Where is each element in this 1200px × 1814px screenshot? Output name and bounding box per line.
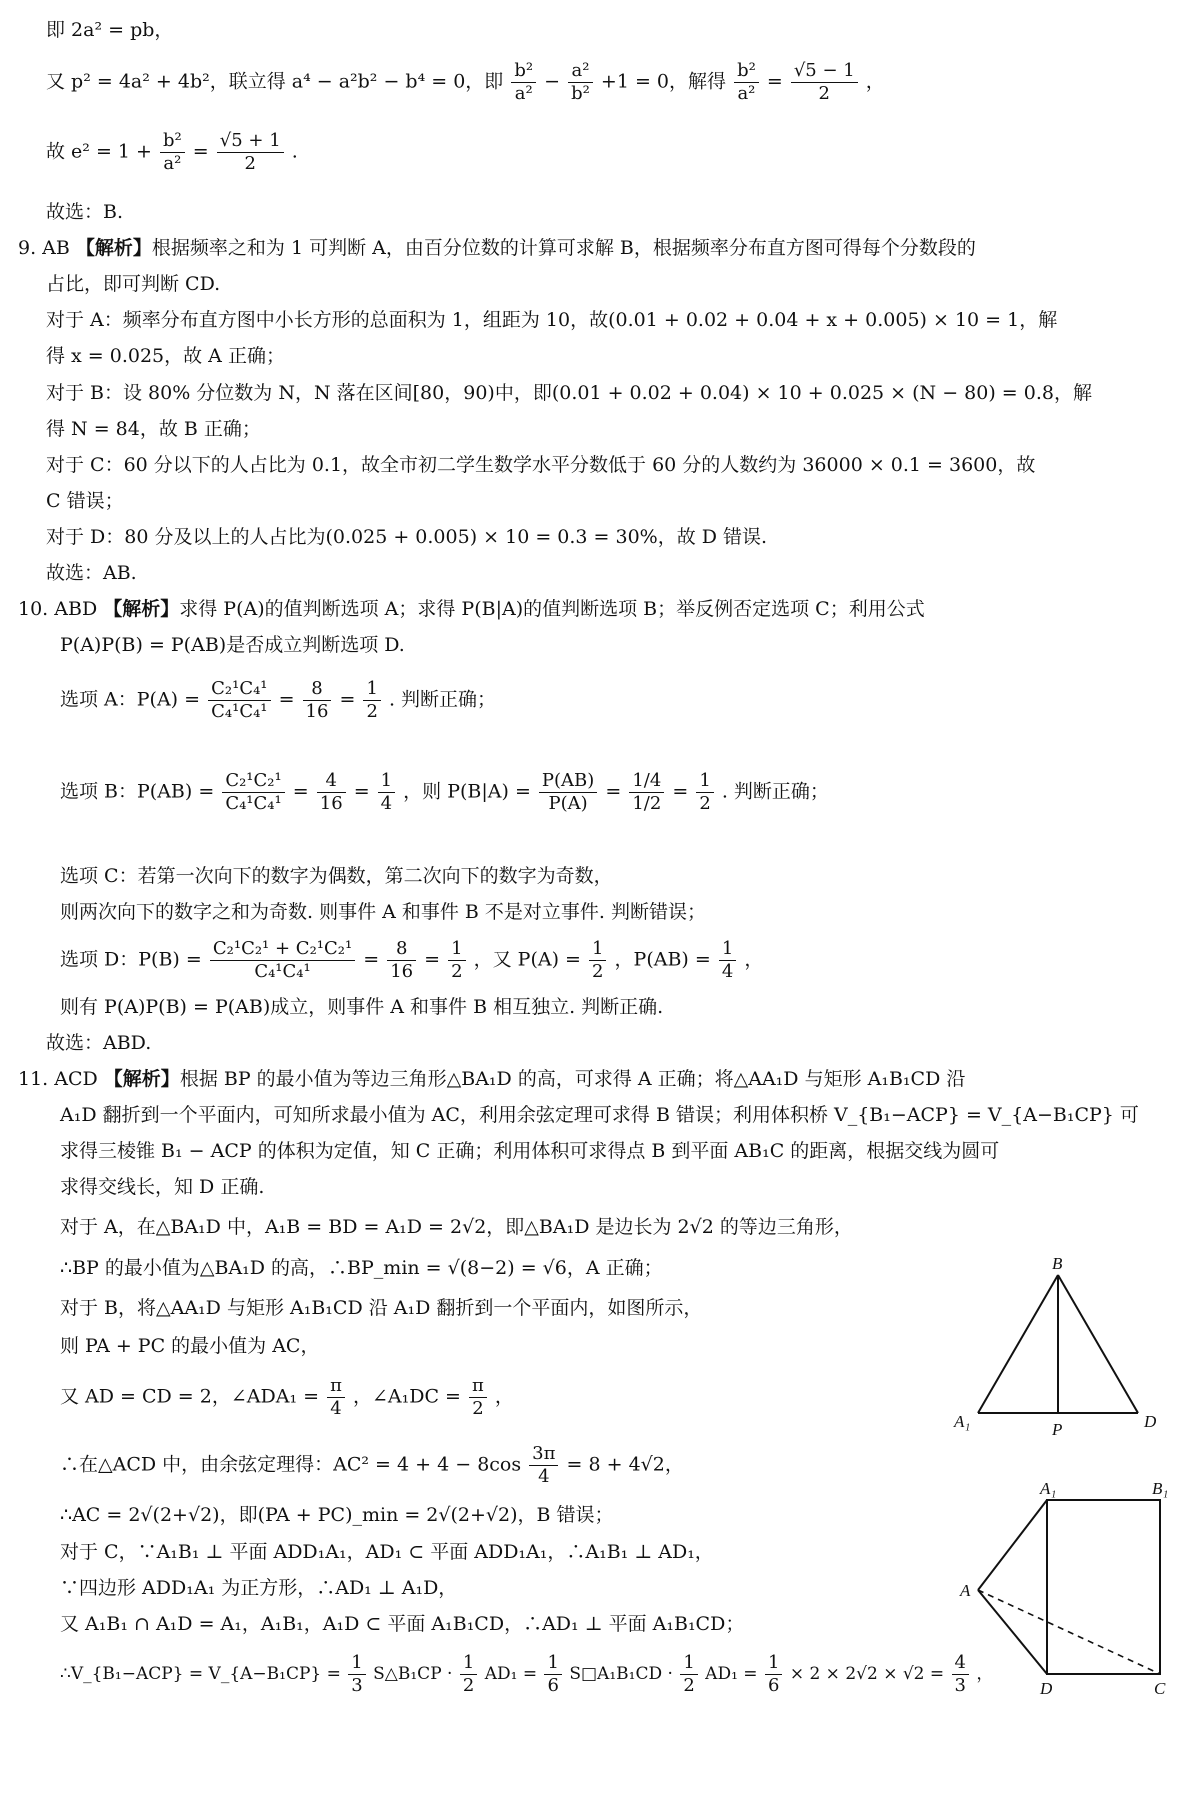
numerator: b²: [734, 60, 759, 83]
text-segment: ，: [744, 948, 764, 971]
numerator: 1/4: [629, 770, 664, 793]
denominator: C₄¹C₄¹: [225, 793, 282, 814]
numerator: √5 − 1: [791, 60, 858, 83]
text-segment: ，P(AB) =: [614, 948, 711, 971]
fraction: [208, 678, 270, 723]
denominator: 3: [351, 1675, 363, 1696]
analysis-tag: 【解析】: [103, 598, 180, 620]
text-segment: 选项 D：P(B) =: [60, 948, 202, 971]
text-segment: =: [605, 780, 622, 803]
numerator: 1: [460, 1652, 477, 1675]
fraction: [210, 938, 355, 983]
denominator: 4: [380, 793, 393, 814]
label-a1: A₁: [954, 1412, 971, 1431]
text-segment: ，: [976, 1664, 994, 1684]
numerator: π: [469, 1375, 487, 1398]
fraction: [460, 1652, 477, 1697]
text-segment: 根据频率之和为 1 可判断 A，由百分位数的计算可求解 B，根据频率分布直方图可得每个分数段的: [151, 237, 976, 259]
text-segment: =: [292, 780, 309, 803]
text-segment: ，: [865, 70, 885, 93]
denominator: 2: [699, 793, 711, 814]
fraction: [568, 60, 593, 105]
triangle-figure: [940, 1255, 1180, 1445]
text-line: 对于 C，∵A₁B₁ ⊥ 平面 ADD₁A₁，AD₁ ⊂ 平面 ADD₁A₁，∴A₁B₁ ⊥ AD₁，: [60, 1541, 714, 1563]
fraction: [589, 938, 606, 983]
denominator: 3: [954, 1675, 966, 1696]
numerator: 1: [589, 938, 606, 961]
denominator: 2: [683, 1675, 695, 1696]
fraction: [765, 1652, 782, 1697]
answer-number: 11. ACD: [18, 1068, 98, 1090]
folded-plane-figure: [940, 1480, 1180, 1700]
label-b1: B₁: [1152, 1480, 1169, 1498]
fraction: [160, 130, 185, 175]
label-d: D: [1144, 1412, 1157, 1431]
label-c: C: [1154, 1679, 1166, 1698]
fraction: [469, 1375, 487, 1420]
text-line: [60, 1443, 684, 1488]
question-9-header: [18, 236, 976, 260]
text-line: A₁D 翻折到一个平面内，可知所求最小值为 AC，利用余弦定理可求得 B 错误；利用体积桥 V_{B₁−ACP} = V_{A−B₁CP} 可: [60, 1104, 1139, 1126]
text-line: C 错误；: [46, 490, 124, 512]
numerator: 1: [680, 1652, 697, 1675]
fraction: [539, 770, 597, 815]
text-line: 求得交线长，知 D 正确.: [60, 1176, 265, 1198]
denominator: 2: [818, 83, 830, 104]
text-line: 对于 A，在△BA₁D 中，A₁B = BD = A₁D = 2√2，即△BA₁D 是边长为 2√2 的等边三角形，: [60, 1216, 853, 1238]
denominator: 16: [305, 701, 329, 722]
rectangle-a1b1cd: [1047, 1500, 1160, 1674]
text-line: 故选：B.: [46, 201, 124, 223]
label-b: B: [1052, 1255, 1063, 1273]
text-segment: =: [339, 688, 356, 711]
text-segment: 又 p² = 4a² + 4b²，联立得 a⁴ − a²b² − b⁴ = 0，即: [46, 70, 504, 93]
text-segment: × 2 × 2√2 × √2 =: [789, 1664, 945, 1684]
text-segment: ∴在△ACD 中，由余弦定理得：AC² = 4 + 4 − 8cos: [60, 1453, 522, 1476]
text-segment: ，又 P(A) =: [473, 948, 581, 971]
fraction: [448, 938, 465, 983]
text-line: 又 A₁B₁ ∩ A₁D = A₁，A₁B₁，A₁D ⊂ 平面 A₁B₁CD，∴AD₁ ⊥ 平面 A₁B₁CD；: [60, 1613, 745, 1635]
denominator: 6: [547, 1675, 559, 1696]
numerator: √5 + 1: [217, 130, 284, 153]
denominator: a²: [514, 83, 533, 104]
numerator: 1: [378, 770, 395, 793]
numerator: 4: [317, 770, 346, 793]
denominator: b²: [571, 83, 590, 104]
text-segment: . 判断正确；: [388, 688, 497, 711]
text-segment: AD₁ =: [705, 1664, 758, 1684]
fraction: [511, 60, 536, 105]
fraction: [327, 1375, 345, 1420]
fraction: [529, 1443, 558, 1488]
text-segment: =: [353, 780, 370, 803]
numerator: 8: [303, 678, 332, 701]
text-line: 得 N = 84，故 B 正确；: [46, 418, 261, 440]
denominator: 2: [462, 1675, 475, 1696]
text-line: 对于 C：60 分以下的人占比为 0.1，故全市初二学生数学水平分数低于 60 分的人数约为 36000 × 0.1 = 3600，故: [46, 454, 1036, 476]
text-line: ∴BP 的最小值为△BA₁D 的高，∴BP_min = √(8−2) = √6，A 正确；: [60, 1257, 663, 1279]
numerator: 3π: [529, 1443, 558, 1466]
text-segment: =: [278, 688, 295, 711]
text-segment: S□A₁B₁CD ·: [569, 1664, 673, 1684]
text-line: 对于 D：80 分及以上的人占比为(0.025 + 0.005) × 10 = 0.3 = 30%，故 D 错误.: [46, 526, 768, 548]
text-segment: +1 = 0，解得: [600, 70, 727, 93]
text-line: 对于 A：频率分布直方图中小长方形的总面积为 1，组距为 10，故(0.01 + 0.02 + 0.04 + x + 0.005) × 10 = 1，解: [46, 309, 1058, 331]
denominator: 2: [592, 961, 604, 982]
fraction: [734, 60, 759, 105]
label-d: D: [1040, 1679, 1053, 1698]
analysis-tag: 【解析】: [75, 237, 152, 259]
fraction: [719, 938, 736, 983]
text-line: P(A)P(B) = P(AB)是否成立判断选项 D.: [60, 634, 405, 656]
numerator: C₂¹C₂¹ + C₂¹C₂¹: [210, 938, 355, 961]
text-segment: 求得 P(A)的值判断选项 A；求得 P(B|A)的值判断选项 B；举反例否定选项 C；利用公式: [179, 598, 925, 620]
text-segment: = 8 + 4√2，: [566, 1453, 684, 1476]
fraction: [348, 1652, 365, 1697]
denominator: 16: [319, 793, 343, 814]
fraction: [696, 770, 713, 815]
denominator: C₄¹C₄¹: [254, 961, 311, 982]
text-segment: =: [766, 70, 783, 93]
denominator: a²: [163, 153, 182, 174]
numerator: C₂¹C₂¹: [222, 770, 284, 793]
text-segment: S△B₁CP ·: [373, 1664, 453, 1684]
edge-ad: [978, 1590, 1047, 1674]
fraction: [222, 770, 284, 815]
numerator: 1: [544, 1652, 561, 1675]
text-segment: ，则 P(B|A) =: [403, 780, 531, 803]
text-segment: ，: [494, 1385, 514, 1408]
text-segment: 选项 A：P(A) =: [60, 688, 201, 711]
edge-bd: [1058, 1275, 1138, 1413]
text-line: 得 x = 0.025，故 A 正确；: [46, 345, 285, 367]
text-line: 对于 B：设 80% 分位数为 N，N 落在区间[80，90)中，即(0.01 + 0.02 + 0.04) × 10 + 0.025 × (N − 80) = 0.8，解: [46, 382, 1092, 404]
fraction: [303, 678, 332, 723]
question-11-header: [18, 1067, 965, 1091]
question-10-header: [18, 597, 925, 621]
numerator: π: [327, 1375, 345, 1398]
fraction: [317, 770, 346, 815]
fraction: [378, 770, 395, 815]
denominator: 1/2: [632, 793, 662, 814]
text-line: 即 2a² = pb，: [46, 19, 174, 41]
denominator: 4: [330, 1398, 342, 1419]
denominator: P(A): [548, 793, 588, 814]
text-segment: ∴V_{B₁−ACP} = V_{A−B₁CP} =: [60, 1664, 341, 1684]
edge-aa1: [978, 1500, 1047, 1590]
label-p: P: [1052, 1420, 1063, 1439]
numerator: b²: [511, 60, 536, 83]
denominator: 2: [451, 961, 463, 982]
numerator: 1: [448, 938, 465, 961]
fraction: [544, 1652, 561, 1697]
fraction: [217, 130, 284, 175]
denominator: a²: [737, 83, 756, 104]
text-line: [46, 130, 298, 175]
numerator: P(AB): [539, 770, 597, 793]
text-segment: −: [544, 70, 561, 93]
text-segment: 选项 B：P(AB) =: [60, 780, 215, 803]
denominator: 6: [767, 1675, 780, 1696]
denominator: 16: [390, 961, 414, 982]
fraction: [680, 1652, 697, 1697]
numerator: C₂¹C₄¹: [208, 678, 270, 701]
text-segment: 故 e² = 1 +: [46, 140, 152, 163]
text-line: [60, 1652, 993, 1697]
answer-number: 9. AB: [18, 237, 70, 259]
text-line: 则两次向下的数字之和为奇数. 则事件 A 和事件 B 不是对立事件. 判断错误；: [60, 901, 707, 923]
text-segment: 根据 BP 的最小值为等边三角形△BA₁D 的高，可求得 A 正确；将△AA₁D 与矩形 A₁B₁CD 沿: [179, 1068, 966, 1090]
numerator: 4: [952, 1652, 969, 1675]
fraction: [363, 678, 380, 723]
fraction: [791, 60, 858, 105]
text-line: 对于 B，将△AA₁D 与矩形 A₁B₁CD 沿 A₁D 翻折到一个平面内，如图所示，: [60, 1297, 703, 1319]
numerator: 1: [696, 770, 713, 793]
denominator: 2: [244, 153, 256, 174]
text-line: 占比，即可判断 CD.: [46, 273, 221, 295]
text-segment: =: [192, 140, 209, 163]
dashed-ac: [978, 1590, 1160, 1674]
edge-ba1: [978, 1275, 1058, 1413]
text-segment: ，∠A₁DC =: [352, 1385, 461, 1408]
text-line: [46, 60, 885, 105]
text-line: ∵四边形 ADD₁A₁ 为正方形，∴AD₁ ⊥ A₁D，: [60, 1577, 458, 1599]
text-segment: 又 AD = CD = 2，∠ADA₁ =: [60, 1385, 320, 1408]
answer-number: 10. ABD: [18, 598, 98, 620]
text-line: [60, 1375, 514, 1420]
text-segment: =: [672, 780, 689, 803]
text-line: 选项 C：若第一次向下的数字为偶数，第二次向下的数字为奇数，: [60, 865, 613, 887]
fraction: [387, 938, 416, 983]
numerator: 1: [363, 678, 380, 701]
text-line: 故选：ABD.: [46, 1032, 152, 1054]
numerator: 1: [348, 1652, 365, 1675]
text-line: ∴AC = 2√(2+√2)，即(PA + PC)_min = 2√(2+√2)，B 错误；: [60, 1504, 614, 1526]
numerator: 8: [387, 938, 416, 961]
text-line: [60, 678, 496, 723]
denominator: 4: [538, 1466, 550, 1487]
text-line: 故选：AB.: [46, 562, 137, 584]
label-a1: A₁: [1040, 1480, 1057, 1498]
denominator: 4: [721, 961, 734, 982]
denominator: 2: [366, 701, 378, 722]
text-segment: =: [363, 948, 380, 971]
text-segment: .: [291, 140, 298, 163]
numerator: 1: [719, 938, 736, 961]
text-segment: =: [424, 948, 441, 971]
denominator: C₄¹C₄¹: [211, 701, 268, 722]
text-line: [60, 938, 763, 983]
text-segment: . 判断正确；: [721, 780, 829, 803]
text-line: 求得三棱锥 B₁ − ACP 的体积为定值，知 C 正确；利用体积可求得点 B 到平面 AB₁C 的距离，根据交线为圆可: [60, 1140, 1000, 1162]
numerator: b²: [160, 130, 185, 153]
denominator: 2: [472, 1398, 484, 1419]
text-line: [60, 770, 829, 815]
numerator: a²: [568, 60, 593, 83]
text-segment: AD₁ =: [484, 1664, 538, 1684]
compound-fraction: [629, 770, 664, 815]
numerator: 1: [765, 1652, 782, 1675]
text-line: 则有 P(A)P(B) = P(AB)成立，则事件 A 和事件 B 相互独立. 判断正确.: [60, 996, 664, 1018]
analysis-tag: 【解析】: [103, 1068, 180, 1090]
label-a: A: [960, 1581, 971, 1600]
text-line: 则 PA + PC 的最小值为 AC，: [60, 1335, 320, 1357]
